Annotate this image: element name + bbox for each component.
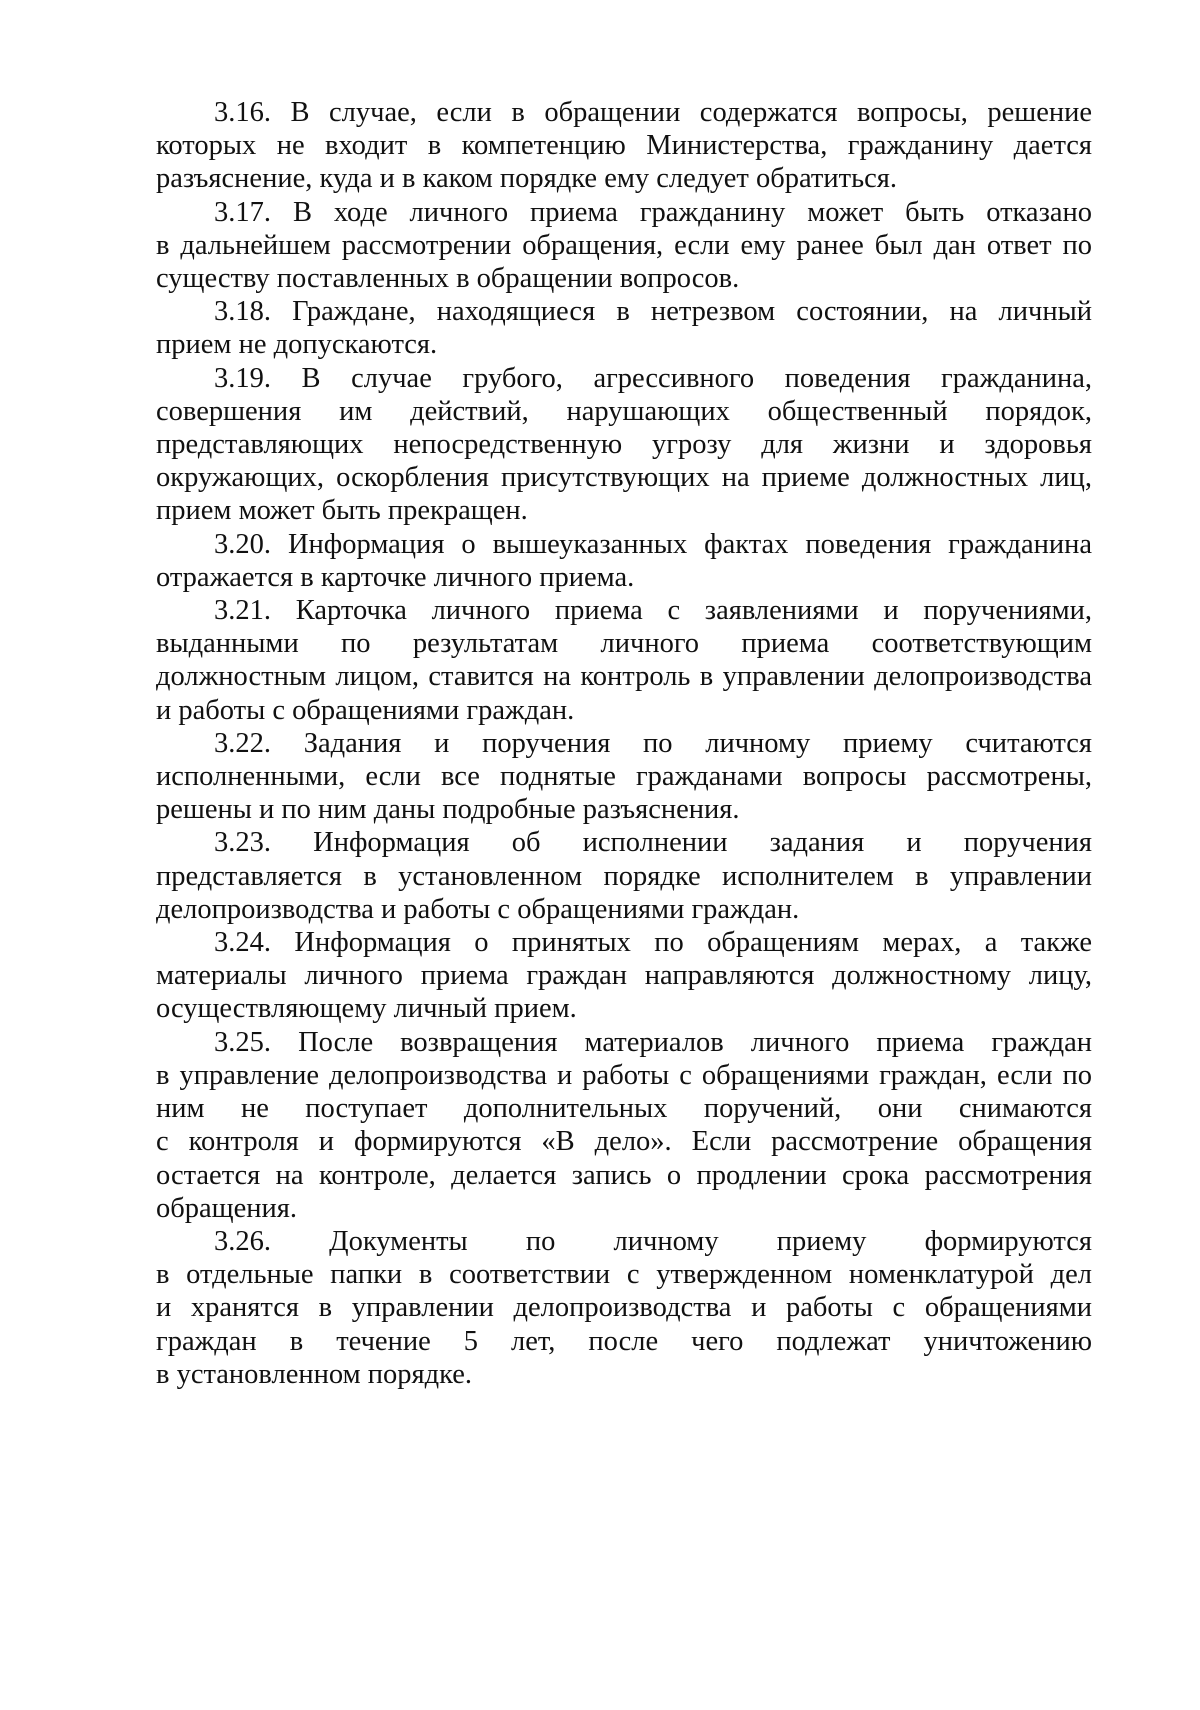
paragraph-number: 3.25. [214, 1026, 271, 1058]
paragraph-text: Граждане, находящиеся в нетрезвом состоянии, на личный [292, 296, 1093, 328]
paragraph-line: осуществляющему личный прием. [156, 993, 577, 1025]
paragraph-number: 3.16. [214, 97, 271, 128]
paragraph-line [156, 295, 1092, 328]
paragraph-line [156, 926, 1092, 959]
paragraph-line [156, 362, 1092, 395]
paragraph-number: 3.19. [214, 362, 271, 394]
paragraph-line: остается на контроле, делается запись о продлении срока рассмотрения [156, 1159, 1092, 1191]
paragraph-line: и хранятся в управлении делопроизводства и работы с обращениями [156, 1292, 1092, 1324]
paragraph-line: исполненными, если все поднятые гражданами вопросы рассмотрены, [156, 761, 1092, 793]
paragraph-line: в управление делопроизводства и работы с обращениями граждан, если по [156, 1059, 1092, 1091]
paragraph-line [156, 727, 1092, 760]
paragraph-line: совершения им действий, нарушающих общественный порядок, [156, 395, 1092, 427]
paragraph-line [156, 96, 1092, 129]
paragraph-3-21 [156, 594, 1092, 727]
paragraph-3-24 [156, 926, 1092, 1026]
paragraph-3-25 [156, 1026, 1092, 1225]
paragraph-line: представляющих непосредственную угрозу для жизни и здоровья [156, 429, 1092, 461]
paragraph-text: В случае грубого, агрессивного поведения гражданина, [301, 362, 1093, 394]
paragraph-3-22 [156, 727, 1092, 827]
paragraph-line [156, 1225, 1092, 1258]
paragraph-text: Информация о принятых по обращениям мерах, а также [294, 927, 1093, 959]
paragraph-text: В случае, если в обращении содержатся вопросы, решение [290, 97, 1092, 128]
paragraph-line [156, 594, 1092, 627]
paragraph-text: В ходе личного приема гражданину может быть отказано [292, 196, 1092, 228]
paragraph-text: Информация о вышеуказанных фактах поведения гражданина [287, 528, 1092, 560]
paragraph-text: Информация об исполнении задания и поручения [313, 827, 1092, 859]
paragraph-3-18 [156, 295, 1092, 361]
paragraph-3-19 [156, 362, 1092, 528]
paragraph-line: ним не поступает дополнительных поручений, они снимаются [156, 1093, 1092, 1125]
paragraph-line: прием может быть прекращен. [156, 495, 528, 527]
paragraph-3-23 [156, 826, 1092, 926]
paragraph-3-26 [156, 1225, 1092, 1391]
paragraph-line: существу поставленных в обращении вопросов. [156, 263, 740, 295]
paragraph-number: 3.21. [214, 595, 271, 627]
paragraph-number: 3.17. [214, 196, 271, 228]
paragraph-3-20 [156, 528, 1092, 594]
paragraph-line: окружающих, оскорбления присутствующих на приеме должностных лиц, [156, 462, 1092, 494]
paragraph-text: После возвращения материалов личного приема граждан [298, 1026, 1093, 1058]
paragraph-text: Документы по личному приему формируются [329, 1225, 1092, 1257]
paragraph-line [156, 1026, 1092, 1059]
paragraph-line [156, 528, 1092, 561]
paragraph-line: материалы личного приема граждан направляются должностному лицу, [156, 960, 1092, 992]
document-page [156, 96, 1092, 1391]
paragraph-text: Задания и поручения по личному приему считаются [303, 727, 1092, 759]
paragraph-line: обращения. [156, 1192, 297, 1224]
paragraph-number: 3.20. [214, 528, 271, 560]
paragraph-text: Карточка личного приема с заявлениями и поручениями, [295, 595, 1092, 627]
paragraph-number: 3.23. [214, 827, 271, 859]
paragraph-number: 3.18. [214, 296, 271, 328]
paragraph-line [156, 826, 1092, 859]
paragraph-line: должностным лицом, ставится на контроль в управлении делопроизводства [156, 661, 1092, 693]
paragraph-line: выданными по результатам личного приема соответствующим [156, 628, 1092, 660]
paragraph-line: решены и по ним даны подробные разъяснения. [156, 794, 740, 826]
paragraph-number: 3.22. [214, 727, 271, 759]
paragraph-3-16 [156, 96, 1092, 196]
paragraph-line: и работы с обращениями граждан. [156, 694, 575, 726]
paragraph-line: которых не входит в компетенцию Министерства, гражданину дается [156, 130, 1092, 162]
paragraph-line: граждан в течение 5 лет, после чего подлежат уничтожению [156, 1325, 1092, 1357]
paragraph-line [156, 196, 1092, 229]
paragraph-line: делопроизводства и работы с обращениями граждан. [156, 893, 800, 925]
paragraph-line: с контроля и формируются «В дело». Если рассмотрение обращения [156, 1126, 1092, 1158]
paragraph-line: в дальнейшем рассмотрении обращения, если ему ранее был дан ответ по [156, 229, 1092, 261]
paragraph-line: отражается в карточке личного приема. [156, 561, 635, 593]
paragraph-line: разъяснение, куда и в каком порядке ему следует обратиться. [156, 163, 897, 195]
paragraph-line: прием не допускаются. [156, 329, 438, 361]
paragraph-line: в отдельные папки в соответствии с утвержденном номенклатурой дел [156, 1259, 1092, 1291]
paragraph-line: представляется в установленном порядке исполнителем в управлении [156, 860, 1092, 892]
paragraph-number: 3.24. [214, 927, 271, 959]
paragraph-line: в установленном порядке. [156, 1358, 473, 1390]
paragraph-number: 3.26. [214, 1225, 271, 1257]
paragraph-3-17 [156, 196, 1092, 296]
